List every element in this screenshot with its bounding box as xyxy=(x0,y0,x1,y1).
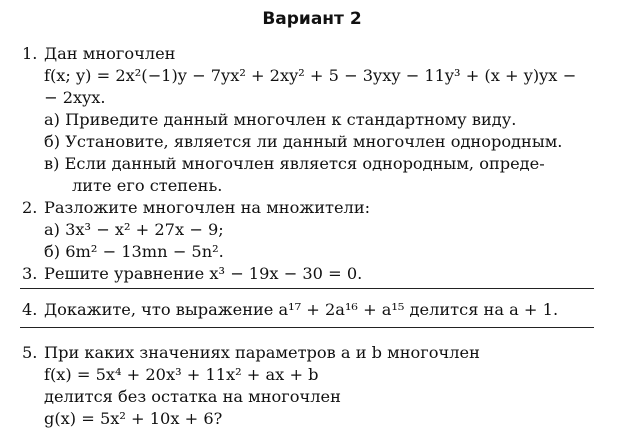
problem-5-text: делится без остатка на многочлен xyxy=(44,387,341,406)
problem-2-part-b: б) 6m² − 13mn − 5n². xyxy=(44,242,224,261)
problem-1-part-b: б) Установите, является ли данный многочлен однородным. xyxy=(44,132,563,151)
problem-1-part-c-continuation: лите его степень. xyxy=(72,176,223,195)
problem-number: 2. xyxy=(22,198,38,217)
problem-5-polynomial-g: g(x) = 5x² + 10x + 6? xyxy=(44,409,223,428)
problem-number: 1. xyxy=(22,44,38,63)
problem-1-part-a: а) Приведите данный многочлен к стандартному виду. xyxy=(44,110,517,129)
problem-number: 3. xyxy=(22,264,38,283)
problem-text: Докажите, что выражение a¹⁷ + 2a¹⁶ + a¹⁵ делится на a + 1. xyxy=(44,300,559,319)
problem-number: 4. xyxy=(22,300,38,319)
section-divider xyxy=(20,327,594,328)
problem-number: 5. xyxy=(22,343,38,362)
problem-1-part-c: в) Если данный многочлен является однородным, опреде- xyxy=(44,154,545,173)
variant-title: Вариант 2 xyxy=(262,9,362,29)
problem-intro: Разложите многочлен на множители: xyxy=(44,198,371,217)
section-divider xyxy=(20,288,594,289)
problem-2-part-a: а) 3x³ − x² + 27x − 9; xyxy=(44,220,224,239)
problem-intro: Дан многочлен xyxy=(44,44,176,63)
problem-text: Решите уравнение x³ − 19x − 30 = 0. xyxy=(44,264,363,283)
problem-1-formula-line1: f(x; y) = 2x²(−1)y − 7yx² + 2xy² + 5 − 3yxy − 11y³ + (x + y)yx − xyxy=(44,66,577,85)
problem-5-polynomial-f: f(x) = 5x⁴ + 20x³ + 11x² + ax + b xyxy=(44,365,319,384)
problem-1-formula-line2: − 2xyx. xyxy=(44,88,106,107)
problem-intro: При каких значениях параметров a и b многочлен xyxy=(44,343,480,362)
